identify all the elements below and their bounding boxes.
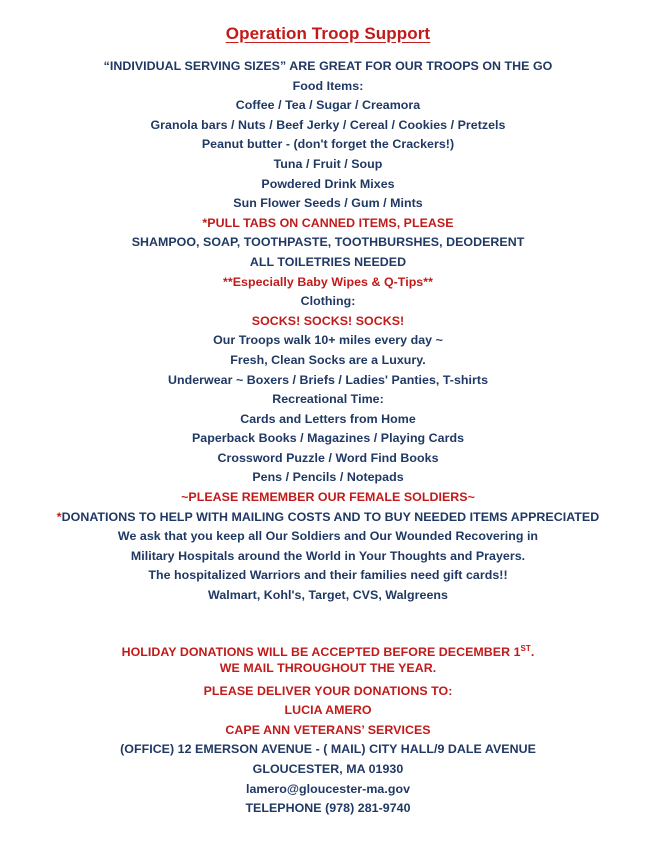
- telephone-line: TELEPHONE (978) 281-9740: [245, 801, 411, 816]
- closing-line: Military Hospitals around the World in Your Thoughts and Prayers.: [130, 548, 526, 563]
- body-line: Sun Flower Seeds / Gum / Mints: [233, 196, 423, 211]
- delivery-line: PLEASE DELIVER YOUR DONATIONS TO:: [203, 683, 453, 698]
- body-line: Granola bars / Nuts / Beef Jerky / Cereal / Cookies / Pretzels: [150, 117, 506, 132]
- closing-line: We ask that you keep all Our Soldiers and Our Wounded Recovering in: [117, 529, 539, 544]
- body-line: Cards and Letters from Home: [240, 411, 416, 426]
- body-line: Paperback Books / Magazines / Playing Cards: [191, 431, 465, 446]
- body-line: “INDIVIDUAL SERVING SIZES” ARE GREAT FOR OUR TROOPS ON THE GO: [103, 59, 553, 73]
- address-line: (OFFICE) 12 EMERSON AVENUE - ( MAIL) CITY HALL/9 DALE AVENUE: [120, 742, 536, 757]
- delivery-line: LUCIA AMERO: [284, 703, 372, 718]
- body-line: Underwear ~ Boxers / Briefs / Ladies' Panties, T-shirts: [167, 372, 489, 387]
- closing-line: Walmart, Kohl's, Target, CVS, Walgreens: [208, 588, 448, 603]
- holiday-notice-prefix: HOLIDAY DONATIONS WILL BE ACCEPTED BEFORE DECEMBER 1: [121, 644, 521, 659]
- document-body: [0, 57, 656, 819]
- delivery-line: CAPE ANN VETERANS’ SERVICES: [225, 722, 431, 737]
- body-line-highlight: **Especially Baby Wipes & Q-Tips**: [222, 274, 433, 289]
- holiday-notice-ordinal-suffix: ST: [520, 643, 531, 653]
- body-line: Peanut butter - (don't forget the Crackers!): [201, 137, 455, 152]
- body-line: Pens / Pencils / Notepads: [252, 470, 404, 485]
- body-line: Powdered Drink Mixes: [261, 176, 395, 191]
- email-line: lamero@gloucester-ma.gov: [245, 781, 411, 796]
- body-line: Fresh, Clean Socks are a Luxury.: [230, 352, 426, 367]
- donations-text: DONATIONS TO HELP WITH MAILING COSTS AND TO BUY NEEDED ITEMS APPRECIATED: [61, 509, 600, 524]
- body-line-highlight: SOCKS! SOCKS! SOCKS!: [251, 313, 405, 328]
- body-line: Clothing:: [300, 294, 356, 309]
- address-line: GLOUCESTER, MA 01930: [252, 762, 404, 776]
- body-line: SHAMPOO, SOAP, TOOTHPASTE, TOOTHBURSHES, DEODERENT: [131, 235, 525, 250]
- body-line: Our Troops walk 10+ miles every day ~: [213, 333, 443, 348]
- page-title-text: Operation Troop Support: [225, 24, 431, 43]
- donations-line: [0, 508, 656, 528]
- body-line: Coffee / Tea / Sugar / Creamora: [235, 98, 421, 113]
- body-line-highlight: ~PLEASE REMEMBER OUR FEMALE SOLDIERS~: [181, 490, 475, 505]
- donations-asterisk: *: [56, 509, 62, 524]
- page-title: [0, 0, 656, 44]
- holiday-notice-line-1: [0, 644, 656, 660]
- body-line: ALL TOILETRIES NEEDED: [249, 254, 407, 269]
- body-line: Food Items:: [292, 78, 364, 93]
- body-line: Recreational Time:: [272, 392, 384, 407]
- body-line-highlight: *PULL TABS ON CANNED ITEMS, PLEASE: [202, 215, 454, 230]
- holiday-notice-period: .: [530, 644, 535, 659]
- body-line: Tuna / Fruit / Soup: [273, 156, 383, 171]
- closing-line: The hospitalized Warriors and their families need gift cards!!: [148, 568, 508, 583]
- holiday-notice-line-2: WE MAIL THROUGHOUT THE YEAR.: [219, 660, 437, 675]
- body-line: Crossword Puzzle / Word Find Books: [217, 450, 439, 465]
